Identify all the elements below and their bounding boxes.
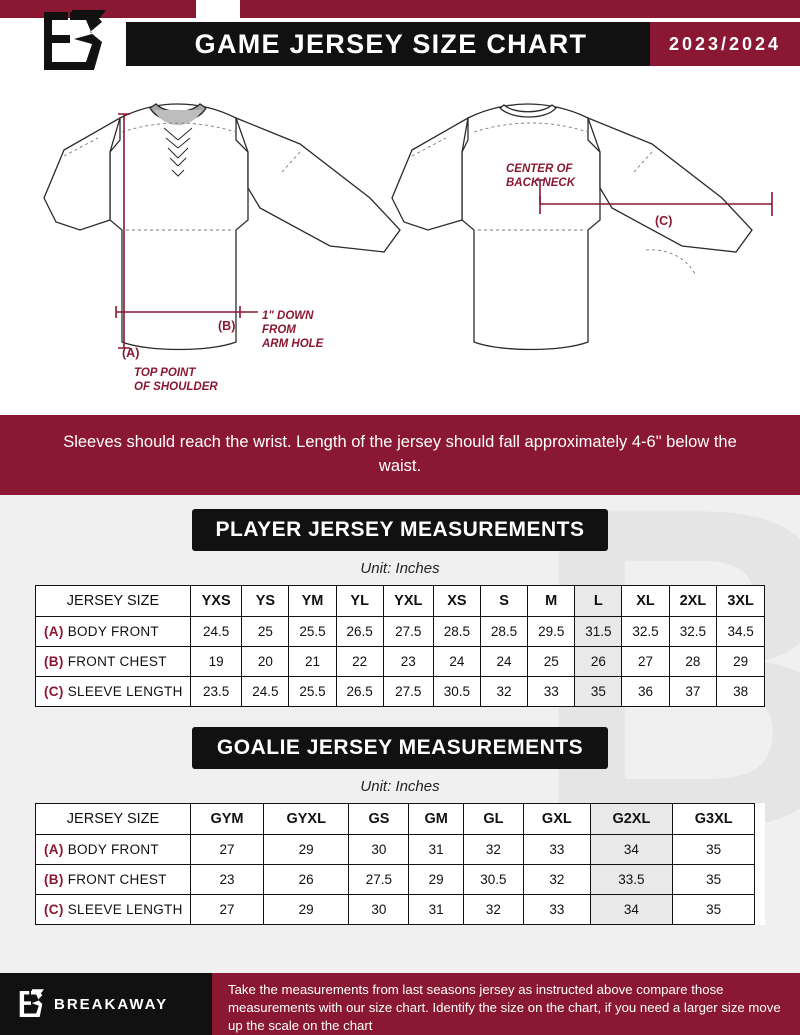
label-shoulder <box>134 367 218 393</box>
label-c: (C) <box>655 214 673 228</box>
player-row-body-front-label <box>36 616 191 646</box>
player-size-s: S <box>480 585 527 616</box>
cell: 29 <box>409 864 463 894</box>
player-size-3xl: 3XL <box>717 585 765 616</box>
cell: 29.5 <box>528 616 575 646</box>
cell: 31 <box>409 894 463 924</box>
footer-brand <box>0 973 212 1035</box>
goalie-spacer-cell <box>755 803 765 834</box>
goalie-measurements-table <box>35 803 765 925</box>
cell: 25 <box>242 616 289 646</box>
table-header-row <box>36 803 765 834</box>
player-size-label: JERSEY SIZE <box>36 585 191 616</box>
player-section-title <box>192 509 608 551</box>
cell: 28.5 <box>480 616 527 646</box>
cell: 25.5 <box>289 676 336 706</box>
cell: 28 <box>669 646 717 676</box>
table-header-row <box>36 585 765 616</box>
cell: 27 <box>191 894 264 924</box>
svg-text:1" DOWN: 1" DOWN <box>262 310 314 322</box>
cell: 26.5 <box>336 616 383 646</box>
player-measurements-table <box>35 585 765 707</box>
back-jersey-drawing <box>392 104 752 350</box>
cell: 24 <box>433 646 480 676</box>
cell: 29 <box>717 646 765 676</box>
season-badge-text: 2023/2024 <box>668 33 782 54</box>
breakaway-b-logo-icon <box>38 8 108 74</box>
goalie-spacer-cell <box>755 864 765 894</box>
cell: 35 <box>673 894 755 924</box>
cell: 24 <box>480 646 527 676</box>
goalie-size-g2xl: G2XL <box>590 803 672 834</box>
cell: 36 <box>622 676 669 706</box>
cell: 32.5 <box>669 616 717 646</box>
jersey-illustration <box>0 80 800 415</box>
cell: 31.5 <box>575 616 622 646</box>
label-arm-hole <box>261 310 324 350</box>
goalie-size-gm: GM <box>409 803 463 834</box>
cell: 33.5 <box>590 864 672 894</box>
footer-instructions: Take the measurements from last seasons jersey as instructed above compare those measurements with our size chart. Identify the size on the chart, if you need a larger size move up the scale on the chart <box>212 973 800 1035</box>
cell: 23 <box>191 864 264 894</box>
player-row-sleeve-length-label <box>36 676 191 706</box>
cell: 30.5 <box>433 676 480 706</box>
table-row <box>36 894 765 924</box>
cell: 32 <box>463 894 523 924</box>
cell: 20 <box>242 646 289 676</box>
row-tag-c: (C) <box>44 683 64 699</box>
cell: 30 <box>349 894 409 924</box>
cell: 24.5 <box>242 676 289 706</box>
cell: 22 <box>336 646 383 676</box>
cell: 32 <box>480 676 527 706</box>
cell: 25.5 <box>289 616 336 646</box>
goalie-size-gl: GL <box>463 803 523 834</box>
goalie-spacer-cell <box>755 834 765 864</box>
player-section-title-text: PLAYER JERSEY MEASUREMENTS <box>215 517 585 541</box>
player-size-yl: YL <box>336 585 383 616</box>
table-row <box>36 834 765 864</box>
goalie-spacer-cell <box>755 894 765 924</box>
row-tag-a: (A) <box>44 623 64 639</box>
goalie-section-title <box>192 727 608 769</box>
player-size-ys: YS <box>242 585 289 616</box>
row-tag-b: (B) <box>44 653 64 669</box>
goalie-size-label: JERSEY SIZE <box>36 803 191 834</box>
player-section <box>0 495 800 707</box>
cell: 30.5 <box>463 864 523 894</box>
cell: 27 <box>191 834 264 864</box>
player-unit-label: Unit: Inches <box>360 559 440 577</box>
row-label-sleeve-length: SLEEVE LENGTH <box>67 683 183 699</box>
goalie-row-front-chest-label <box>36 864 191 894</box>
jersey-diagram-svg <box>0 80 800 415</box>
cell: 32 <box>463 834 523 864</box>
brand-logo <box>18 6 128 76</box>
cell: 32.5 <box>622 616 669 646</box>
cell: 27.5 <box>383 676 433 706</box>
player-size-xl: XL <box>622 585 669 616</box>
cell: 29 <box>264 834 349 864</box>
season-badge <box>650 22 800 66</box>
svg-text:ARM HOLE: ARM HOLE <box>262 338 324 350</box>
cell: 19 <box>191 646 242 676</box>
cell: 26 <box>264 864 349 894</box>
page-footer <box>0 973 800 1035</box>
player-size-2xl: 2XL <box>669 585 717 616</box>
player-size-ym: YM <box>289 585 336 616</box>
svg-text:BACK NECK: BACK NECK <box>506 177 575 189</box>
cell: 27.5 <box>349 864 409 894</box>
player-size-yxl: YXL <box>383 585 433 616</box>
cell: 38 <box>717 676 765 706</box>
player-size-xs: XS <box>433 585 480 616</box>
cell: 21 <box>289 646 336 676</box>
cell: 29 <box>264 894 349 924</box>
cell: 23 <box>383 646 433 676</box>
player-size-yxs: YXS <box>191 585 242 616</box>
player-row-front-chest-label <box>36 646 191 676</box>
cell: 35 <box>673 864 755 894</box>
fit-note: Sleeves should reach the wrist. Length of the jersey should fall approximately 4-6" below the waist. <box>0 415 800 495</box>
goalie-size-gyxl: GYXL <box>264 803 349 834</box>
cell: 26.5 <box>336 676 383 706</box>
goalie-size-gs: GS <box>349 803 409 834</box>
svg-text:FROM: FROM <box>262 324 296 336</box>
svg-text:CENTER OF: CENTER OF <box>506 163 573 175</box>
goalie-section <box>0 707 800 925</box>
row-label-front-chest: FRONT CHEST <box>67 653 167 669</box>
cell: 32 <box>523 864 590 894</box>
cell: 37 <box>669 676 717 706</box>
cell: 30 <box>349 834 409 864</box>
svg-text:OF SHOULDER: OF SHOULDER <box>134 381 218 393</box>
svg-text:TOP POINT: TOP POINT <box>134 367 196 379</box>
cell: 33 <box>523 834 590 864</box>
cell: 33 <box>528 676 575 706</box>
cell: 28.5 <box>433 616 480 646</box>
cell: 34 <box>590 834 672 864</box>
table-row <box>36 864 765 894</box>
table-row <box>36 676 765 706</box>
cell: 24.5 <box>191 616 242 646</box>
cell: 27 <box>622 646 669 676</box>
goalie-row-sleeve-length-label <box>36 894 191 924</box>
row-label-sleeve-length: SLEEVE LENGTH <box>67 901 183 917</box>
cell: 35 <box>673 834 755 864</box>
row-label-front-chest: FRONT CHEST <box>67 871 167 887</box>
player-size-l: L <box>575 585 622 616</box>
page-header <box>0 0 800 80</box>
cell: 27.5 <box>383 616 433 646</box>
row-tag-a: (A) <box>44 841 64 857</box>
goalie-row-body-front-label <box>36 834 191 864</box>
page-title <box>126 22 656 66</box>
goalie-section-title-text: GOALIE JERSEY MEASUREMENTS <box>216 735 584 759</box>
label-a: (A) <box>122 346 140 360</box>
goalie-size-gxl: GXL <box>523 803 590 834</box>
cell: 34 <box>590 894 672 924</box>
player-size-m: M <box>528 585 575 616</box>
footer-brand-text: BREAKAWAY <box>54 995 169 1013</box>
goalie-size-g3xl: G3XL <box>673 803 755 834</box>
row-tag-b: (B) <box>44 871 64 887</box>
table-row <box>36 616 765 646</box>
row-label-body-front: BODY FRONT <box>67 841 159 857</box>
page-title-text: GAME JERSEY SIZE CHART <box>194 28 588 59</box>
cell: 31 <box>409 834 463 864</box>
cell: 34.5 <box>717 616 765 646</box>
goalie-unit-label: Unit: Inches <box>360 777 440 795</box>
goalie-size-gym: GYM <box>191 803 264 834</box>
cell: 23.5 <box>191 676 242 706</box>
table-row <box>36 646 765 676</box>
row-tag-c: (C) <box>44 901 64 917</box>
header-accent-right <box>240 0 800 18</box>
label-b: (B) <box>218 319 236 333</box>
breakaway-b-logo-icon <box>18 989 44 1019</box>
cell: 35 <box>575 676 622 706</box>
cell: 25 <box>528 646 575 676</box>
cell: 26 <box>575 646 622 676</box>
cell: 33 <box>523 894 590 924</box>
row-label-body-front: BODY FRONT <box>67 623 159 639</box>
